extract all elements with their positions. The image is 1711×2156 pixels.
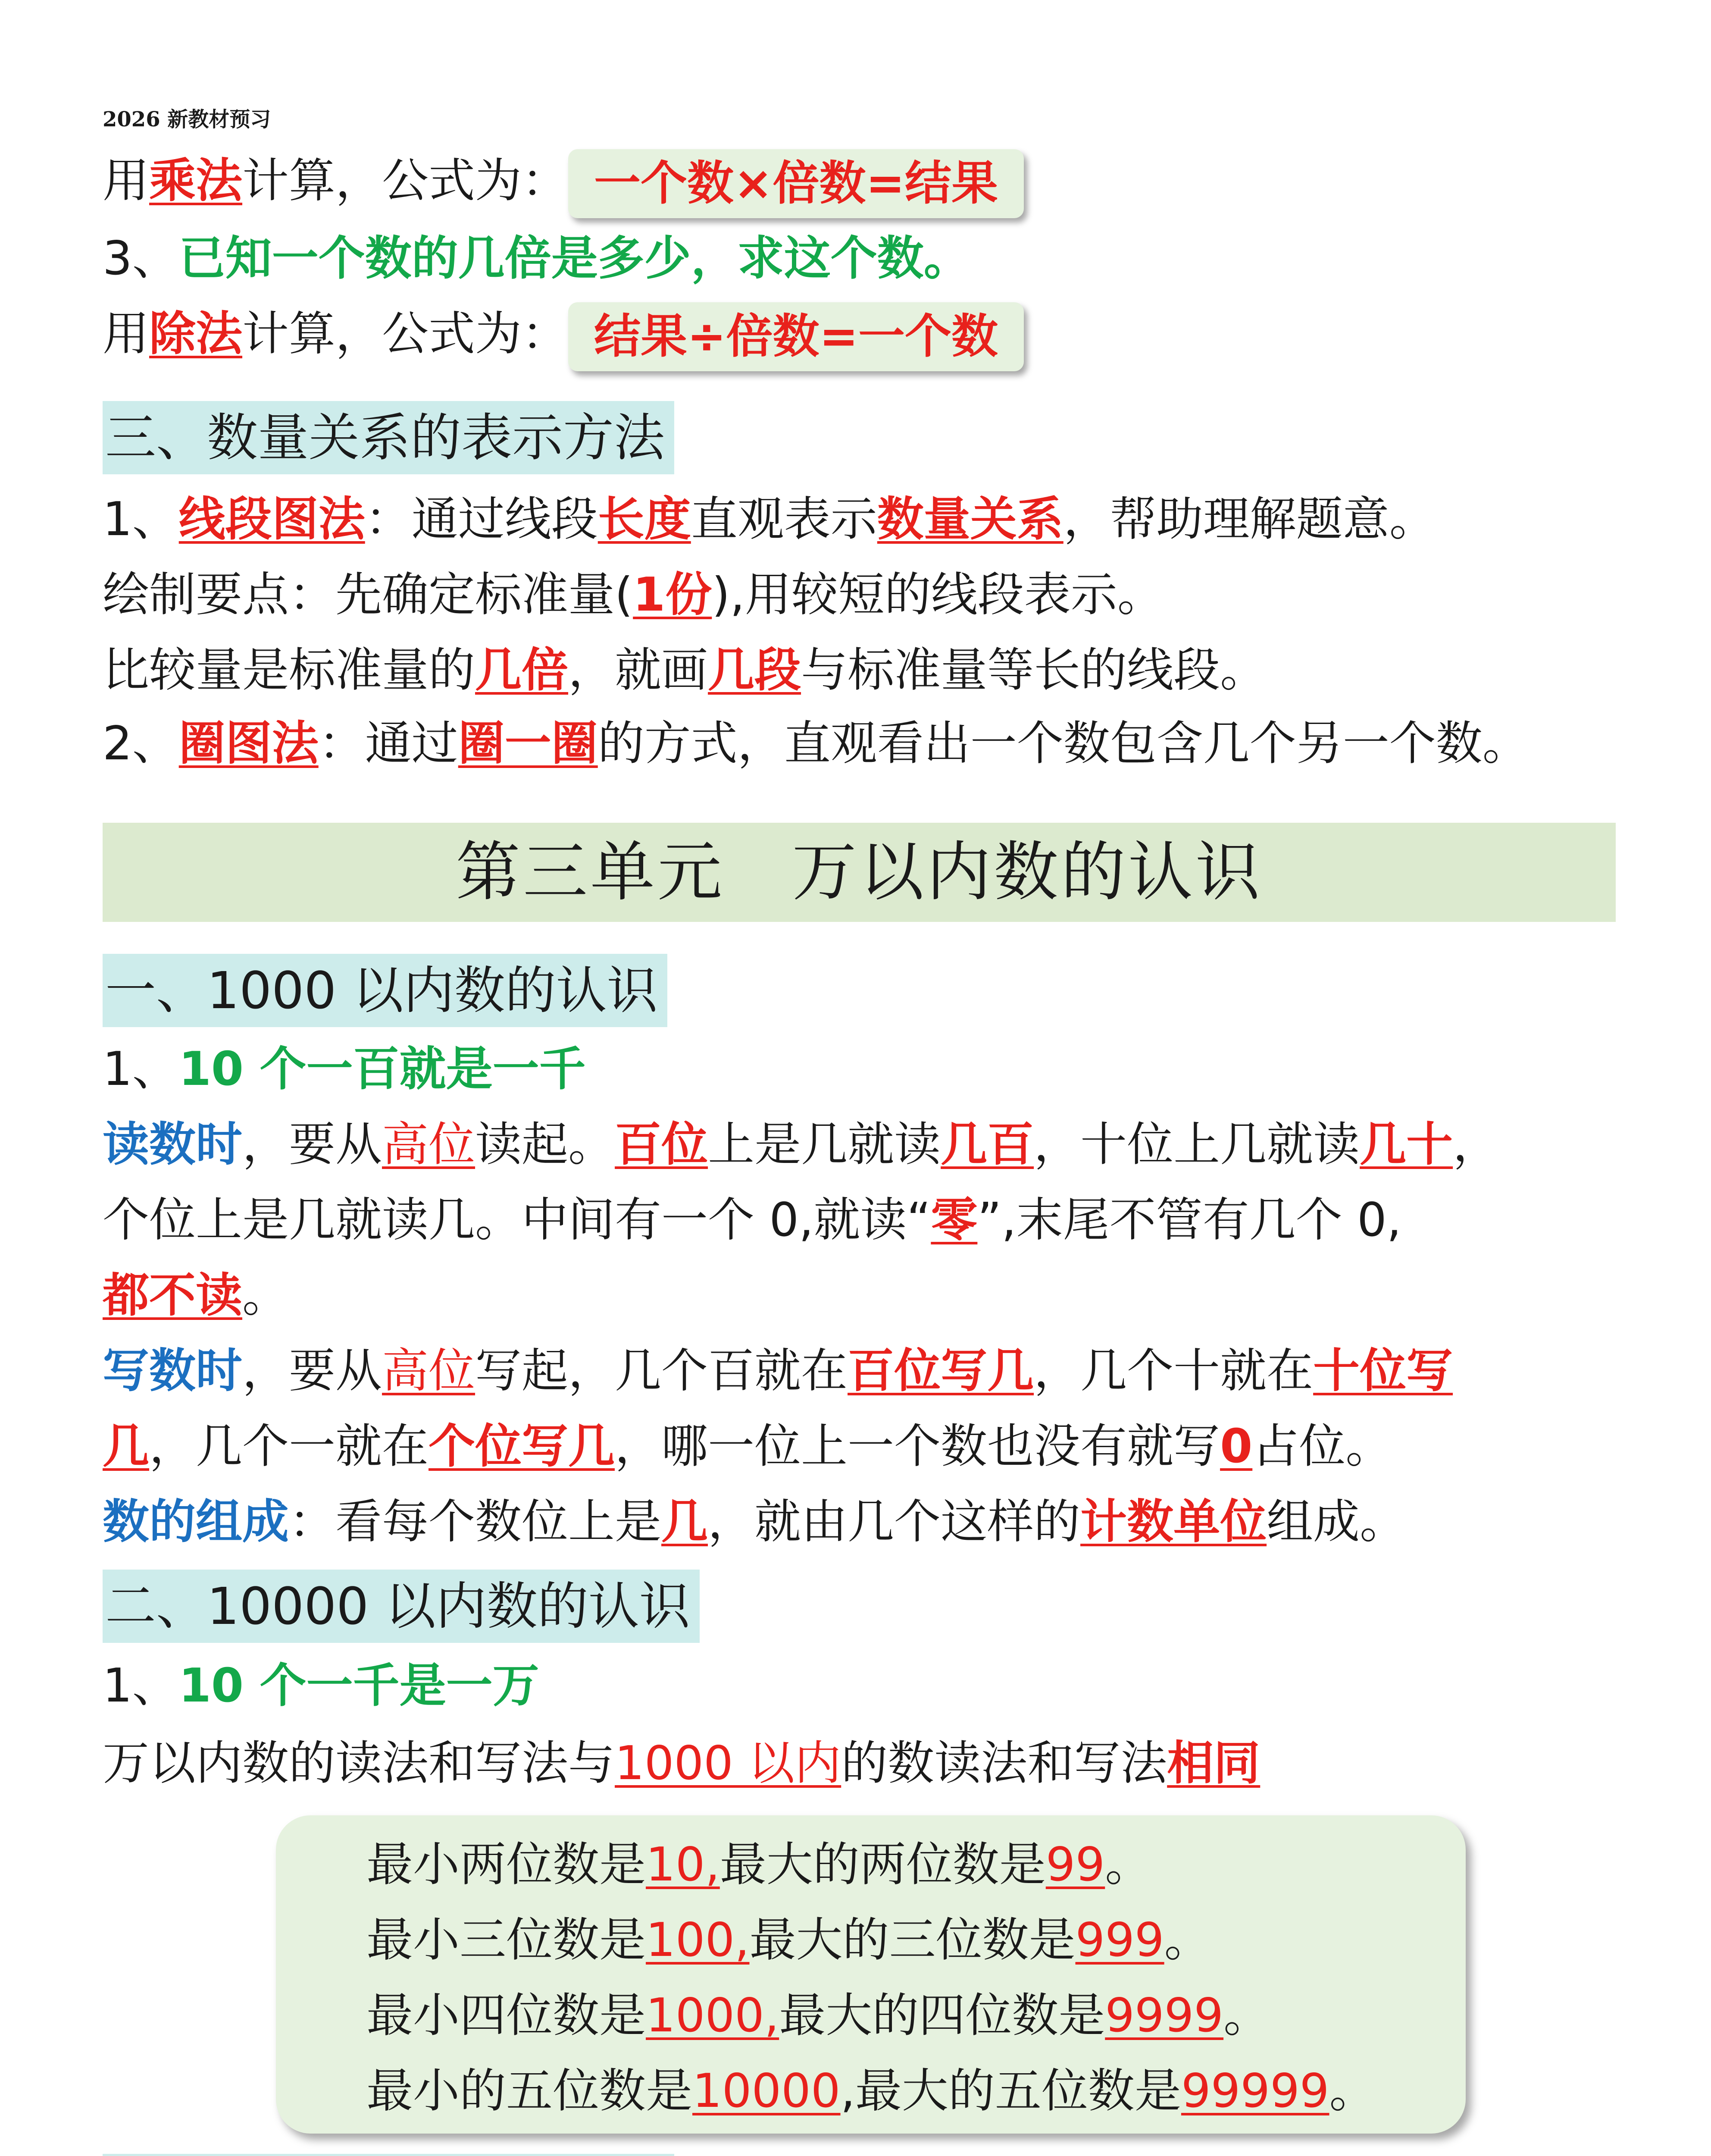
text: 比较量是标准量的 bbox=[103, 643, 475, 697]
text: ,最大的五位数是 bbox=[840, 2064, 1181, 2118]
text: 写起，几个百就在 bbox=[475, 1344, 848, 1398]
reading-line-3 bbox=[103, 1263, 289, 1328]
keyword: 线段图法 bbox=[178, 492, 365, 546]
keyword: 相同 bbox=[1167, 1736, 1261, 1790]
text: ， bbox=[1453, 1118, 1500, 1172]
text: 最大的四位数是 bbox=[779, 1989, 1105, 2043]
keyword: 高位 bbox=[382, 1118, 475, 1172]
text: 绘制要点：先确定标准量( bbox=[103, 568, 633, 622]
text: 最小四位数是 bbox=[366, 1989, 646, 2043]
value: 99999 bbox=[1181, 2064, 1329, 2118]
multiply-formula-line bbox=[103, 149, 1024, 218]
text: 万以内数的读法和写法与 bbox=[103, 1736, 615, 1790]
header-note: 2026 新教材预习 bbox=[103, 107, 271, 132]
compare-line bbox=[103, 638, 1267, 703]
same-method-line bbox=[103, 1731, 1260, 1796]
segment-method-line bbox=[103, 487, 1436, 552]
divide-formula-box: 结果÷倍数=一个数 bbox=[568, 302, 1024, 371]
reading-line-1 bbox=[103, 1112, 1499, 1177]
text: ，要从 bbox=[242, 1118, 382, 1172]
heading-1000: 一、1000 以内数的认识 bbox=[103, 954, 667, 1027]
text: 的方式，直观看出一个数包含几个另一个数。 bbox=[597, 717, 1529, 771]
text: ，帮助理解题意。 bbox=[1063, 492, 1436, 546]
keyword: 几 bbox=[661, 1495, 708, 1549]
writing-line-1 bbox=[103, 1339, 1453, 1404]
item-number: 3、 bbox=[103, 232, 179, 285]
subheading-text: 10 个一百就是一千 bbox=[178, 1042, 586, 1096]
keyword: 数量关系 bbox=[877, 492, 1064, 546]
keyword: 1份 bbox=[633, 568, 712, 622]
text: 。 bbox=[1223, 1989, 1270, 2043]
text: ，就由几个这样的 bbox=[708, 1495, 1081, 1549]
subheading-1000 bbox=[103, 1037, 586, 1102]
keyword: 百位写几 bbox=[848, 1344, 1034, 1398]
keyword: 十位写 bbox=[1313, 1344, 1453, 1398]
keyword: 1000 以内 bbox=[615, 1736, 841, 1790]
drawing-tip-line bbox=[103, 563, 1164, 627]
writing-line-2 bbox=[103, 1414, 1392, 1479]
keyword: 几百 bbox=[941, 1118, 1034, 1172]
text: 最小两位数是 bbox=[366, 1838, 646, 1892]
keyword-divide: 除法 bbox=[149, 307, 243, 361]
keyword: 几十 bbox=[1360, 1118, 1453, 1172]
text: ”,末尾不管有几个 0, bbox=[977, 1193, 1401, 1247]
keyword: 计数单位 bbox=[1080, 1495, 1267, 1549]
divide-formula-line bbox=[103, 302, 1024, 371]
keyword: 百位 bbox=[615, 1118, 708, 1172]
keyword: 几倍 bbox=[475, 643, 569, 697]
text: 。 bbox=[242, 1269, 289, 1322]
value: 9999 bbox=[1105, 1989, 1224, 2043]
text: ，要从 bbox=[242, 1344, 382, 1398]
keyword-multiply: 乘法 bbox=[149, 154, 243, 208]
subheading-text: 10 个一千是一万 bbox=[178, 1659, 539, 1713]
label-composition: 数的组成 bbox=[103, 1495, 289, 1549]
text: ：看每个数位上是 bbox=[289, 1495, 662, 1549]
text: 占位。 bbox=[1252, 1420, 1392, 1473]
label-writing: 写数时 bbox=[103, 1344, 243, 1398]
text: ，几个一就在 bbox=[149, 1420, 429, 1473]
value: 1000, bbox=[646, 1989, 779, 2043]
text: 最大的三位数是 bbox=[749, 1913, 1076, 1967]
heading-representation: 三、数量关系的表示方法 bbox=[103, 401, 674, 474]
keyword: 零 bbox=[931, 1193, 978, 1247]
box-row bbox=[366, 1908, 1211, 1973]
subheading-10000 bbox=[103, 1654, 539, 1718]
keyword: 长度 bbox=[597, 492, 691, 546]
text: ：通过 bbox=[318, 717, 458, 771]
text: 计算，公式为： bbox=[242, 154, 569, 208]
keyword: 个位写几 bbox=[429, 1420, 615, 1473]
text: 的数读法和写法 bbox=[841, 1736, 1167, 1790]
text: ),用较短的线段表示。 bbox=[712, 568, 1164, 622]
text: 读起。 bbox=[475, 1118, 615, 1172]
value: 100, bbox=[646, 1913, 750, 1967]
keyword: 圈一圈 bbox=[458, 717, 598, 771]
value: 999 bbox=[1075, 1913, 1164, 1967]
text: 组成。 bbox=[1267, 1495, 1407, 1549]
text: 个位上是几就读几。中间有一个 0,就读“ bbox=[103, 1193, 931, 1247]
value: 10, bbox=[646, 1838, 720, 1892]
unit-title: 第三单元 万以内数的认识 bbox=[103, 823, 1616, 922]
keyword: 高位 bbox=[382, 1344, 475, 1398]
item3-text: 已知一个数的几倍是多少，求这个数。 bbox=[178, 232, 970, 285]
circle-method-line bbox=[103, 711, 1529, 776]
keyword: 都不读 bbox=[103, 1269, 243, 1322]
text: 最小三位数是 bbox=[366, 1913, 646, 1967]
multiply-formula-box: 一个数×倍数=结果 bbox=[568, 149, 1024, 218]
text: ，几个十就在 bbox=[1034, 1344, 1314, 1398]
heading-10000: 二、10000 以内数的认识 bbox=[103, 1570, 700, 1643]
keyword: 圈图法 bbox=[178, 717, 319, 771]
value: 99 bbox=[1045, 1838, 1105, 1892]
text: ：通过线段 bbox=[365, 492, 598, 546]
text: 。 bbox=[1105, 1838, 1152, 1892]
item-number: 2、 bbox=[103, 717, 179, 771]
text: 。 bbox=[1329, 2064, 1376, 2118]
text: 最大的两位数是 bbox=[719, 1838, 1046, 1892]
text: 与标准量等长的线段。 bbox=[801, 643, 1267, 697]
reading-line-2 bbox=[103, 1188, 1401, 1253]
text: ，十位上几就读 bbox=[1034, 1118, 1360, 1172]
text: 计算，公式为： bbox=[242, 307, 569, 361]
text: 。 bbox=[1164, 1913, 1211, 1967]
keyword: 0 bbox=[1220, 1420, 1253, 1473]
item3-line bbox=[103, 226, 970, 291]
label-reading: 读数时 bbox=[103, 1118, 243, 1172]
item-number: 1、 bbox=[103, 492, 179, 546]
keyword: 几段 bbox=[708, 643, 801, 697]
item-number: 1、 bbox=[103, 1042, 179, 1096]
box-row bbox=[366, 2059, 1376, 2124]
min-max-box bbox=[276, 1815, 1466, 2134]
text: 用 bbox=[103, 307, 150, 361]
value: 10000 bbox=[692, 2064, 841, 2118]
keyword: 几 bbox=[103, 1420, 150, 1473]
box-row bbox=[366, 1984, 1270, 2048]
text: 上是几就读 bbox=[708, 1118, 941, 1172]
text: ，哪一位上一个数也没有就写 bbox=[615, 1420, 1220, 1473]
text: ，就画 bbox=[568, 643, 708, 697]
text: 直观表示 bbox=[691, 492, 877, 546]
composition-line bbox=[103, 1490, 1406, 1554]
text: 用 bbox=[103, 154, 150, 208]
text: 最小的五位数是 bbox=[366, 2064, 693, 2118]
heading-addsub bbox=[103, 2154, 674, 2156]
box-row bbox=[366, 1833, 1151, 1897]
item-number: 1、 bbox=[103, 1659, 179, 1713]
